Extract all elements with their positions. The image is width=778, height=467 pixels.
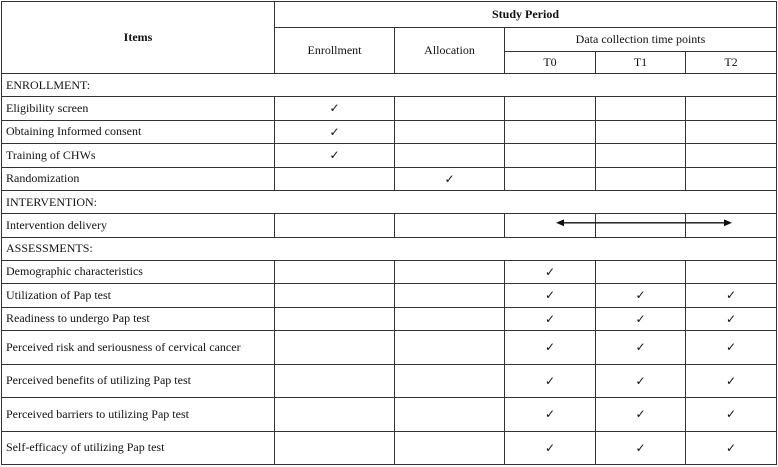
section-title: ASSESSMENTS: — [2, 237, 777, 260]
cell-t0 — [505, 307, 596, 331]
cell-t1 — [596, 167, 686, 191]
section-row — [2, 237, 777, 260]
cell-t2 — [686, 167, 777, 191]
check-icon: ✓ — [544, 264, 556, 279]
check-icon: ✓ — [329, 148, 340, 163]
cell-t0 — [505, 398, 596, 432]
cell-enrollment — [275, 331, 395, 365]
cell-enrollment — [275, 431, 395, 465]
cell-t1 — [596, 364, 686, 398]
items-header: Items — [2, 2, 275, 74]
check-icon: ✓ — [544, 288, 556, 303]
table-row — [2, 120, 777, 144]
cell-allocation — [395, 284, 505, 308]
cell-enrollment — [275, 167, 395, 191]
cell-t1 — [596, 431, 686, 465]
check-icon: ✓ — [329, 101, 340, 116]
check-icon: ✓ — [635, 288, 646, 303]
row-label: Obtaining Informed consent — [2, 120, 275, 144]
check-icon: ✓ — [635, 407, 646, 422]
table-row — [2, 398, 777, 432]
row-label: Perceived barriers to utilizing Pap test — [2, 398, 275, 432]
check-icon: ✓ — [635, 311, 646, 326]
check-icon: ✓ — [544, 311, 556, 326]
check-icon: ✓ — [725, 340, 737, 355]
cell-t1 — [596, 120, 686, 144]
table-row — [2, 284, 777, 308]
cell-enrollment — [275, 120, 395, 144]
cell-allocation — [395, 398, 505, 432]
cell-t1 — [596, 307, 686, 331]
check-icon: ✓ — [444, 171, 455, 186]
cell-t0 — [505, 167, 596, 191]
table-row — [2, 431, 777, 465]
table-row — [2, 97, 777, 121]
cell-t0 — [505, 97, 596, 121]
row-label: Self-efficacy of utilizing Pap test — [2, 431, 275, 465]
cell-t0 — [505, 364, 596, 398]
allocation-header: Allocation — [395, 28, 505, 74]
check-icon: ✓ — [635, 373, 646, 388]
cell-t1 — [596, 260, 686, 284]
study-schedule-table — [1, 1, 777, 465]
section-title: INTERVENTION: — [2, 191, 777, 214]
cell-allocation — [395, 214, 505, 238]
table-row — [2, 331, 777, 365]
t1-header: T1 — [596, 52, 686, 74]
section-title: ENROLLMENT: — [2, 74, 777, 97]
cell-enrollment — [275, 97, 395, 121]
cell-t0 — [505, 144, 596, 168]
table-row — [2, 260, 777, 284]
section-row — [2, 74, 777, 97]
cell-allocation — [395, 144, 505, 168]
cell-allocation — [395, 331, 505, 365]
cell-t0 — [505, 120, 596, 144]
cell-enrollment — [275, 214, 395, 238]
data-collection-header: Data collection time points — [505, 28, 777, 52]
row-label: Demographic characteristics — [2, 260, 275, 284]
cell-allocation — [395, 97, 505, 121]
cell-t2 — [686, 331, 777, 365]
intervention-arrow — [505, 214, 776, 237]
cell-t2 — [686, 120, 777, 144]
section-row — [2, 191, 777, 214]
row-label: Readiness to undergo Pap test — [2, 307, 275, 331]
cell-t2 — [686, 260, 777, 284]
table-row — [2, 364, 777, 398]
cell-enrollment — [275, 144, 395, 168]
t0-header: T0 — [505, 52, 596, 74]
header-row-1 — [2, 2, 777, 28]
cell-enrollment — [275, 398, 395, 432]
t2-header: T2 — [686, 52, 777, 74]
check-icon: ✓ — [635, 340, 646, 355]
cell-allocation — [395, 307, 505, 331]
check-icon: ✓ — [544, 373, 556, 388]
check-icon: ✓ — [544, 440, 556, 455]
cell-t0 — [505, 431, 596, 465]
cell-allocation — [395, 364, 505, 398]
row-label: Training of CHWs — [2, 144, 275, 168]
cell-enrollment — [275, 260, 395, 284]
check-icon: ✓ — [544, 407, 556, 422]
table-row — [2, 307, 777, 331]
check-icon: ✓ — [725, 407, 737, 422]
cell-t2 — [686, 97, 777, 121]
row-label: Eligibility screen — [2, 97, 275, 121]
cell-t2 — [686, 431, 777, 465]
row-label: Perceived risk and seriousness of cervical cancer — [2, 331, 275, 365]
study-period-header: Study Period — [275, 2, 777, 28]
table-row — [2, 167, 777, 191]
row-label: Perceived benefits of utilizing Pap test — [2, 364, 275, 398]
cell-t2 — [686, 398, 777, 432]
row-label: Randomization — [2, 167, 275, 191]
cell-t0 — [505, 214, 596, 238]
cell-t2 — [686, 307, 777, 331]
table-row — [2, 144, 777, 168]
cell-t1 — [596, 284, 686, 308]
cell-t0 — [505, 260, 596, 284]
cell-t2 — [686, 284, 777, 308]
cell-t1 — [596, 97, 686, 121]
table-row — [2, 214, 777, 238]
cell-t1 — [596, 398, 686, 432]
cell-allocation — [395, 167, 505, 191]
cell-t0 — [505, 331, 596, 365]
row-label: Intervention delivery — [2, 214, 275, 238]
cell-t1 — [596, 331, 686, 365]
cell-enrollment — [275, 307, 395, 331]
check-icon: ✓ — [329, 124, 340, 139]
cell-t2 — [686, 364, 777, 398]
cell-t0 — [505, 284, 596, 308]
check-icon: ✓ — [725, 440, 737, 455]
check-icon: ✓ — [725, 311, 737, 326]
cell-allocation — [395, 260, 505, 284]
cell-enrollment — [275, 284, 395, 308]
check-icon: ✓ — [725, 373, 737, 388]
cell-enrollment — [275, 364, 395, 398]
cell-allocation — [395, 431, 505, 465]
check-icon: ✓ — [635, 440, 646, 455]
check-icon: ✓ — [544, 340, 556, 355]
row-label: Utilization of Pap test — [2, 284, 275, 308]
cell-allocation — [395, 120, 505, 144]
cell-t1 — [596, 144, 686, 168]
enrollment-header: Enrollment — [275, 28, 395, 74]
check-icon: ✓ — [725, 288, 737, 303]
cell-t2 — [686, 144, 777, 168]
